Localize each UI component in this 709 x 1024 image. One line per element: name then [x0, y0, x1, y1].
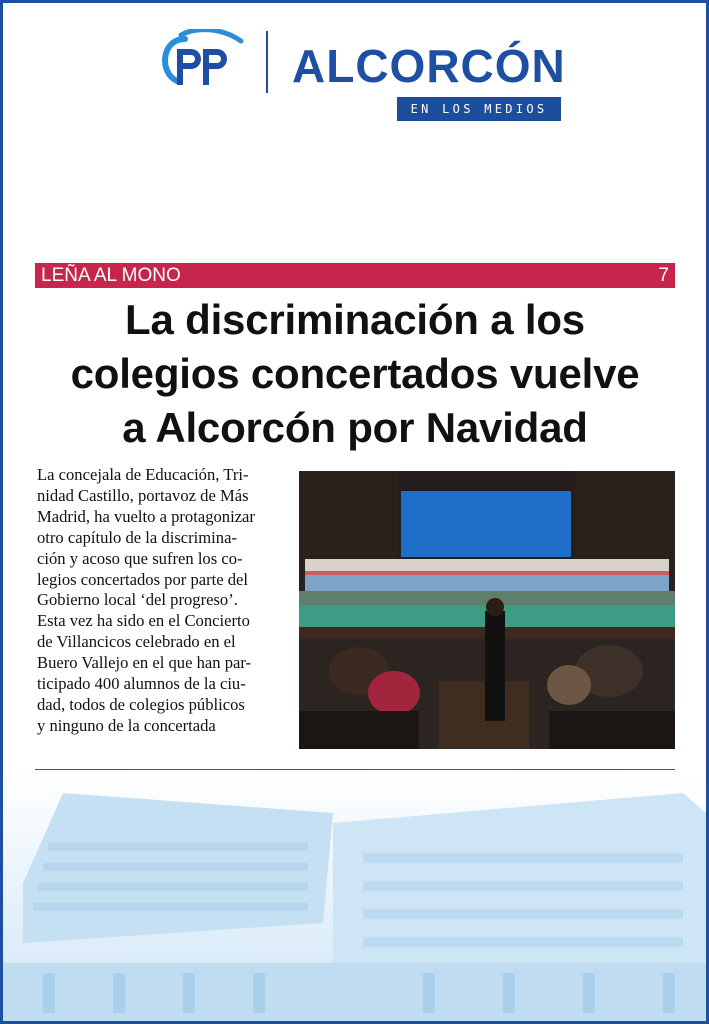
article-body — [37, 465, 283, 737]
logo-divider — [266, 31, 268, 93]
body-line: Gobierno local ‘del progreso’. — [37, 590, 238, 610]
body-line: Buero Vallejo en el que han par- — [37, 653, 252, 673]
section-bar — [35, 263, 675, 288]
headline-line: colegios concertados vuelve — [70, 350, 640, 397]
pp-party-logo — [155, 29, 247, 91]
body-line: otro capítulo de la discrimina- — [37, 527, 237, 547]
body-line: legios concertados por parte del — [37, 569, 249, 589]
body-line: nidad Castillo, portavoz de Más — [37, 485, 249, 505]
section-name: LEÑA AL MONO — [41, 265, 181, 286]
body-line: ción y acoso que sufren los co- — [37, 548, 243, 568]
town-hall-background-image — [3, 773, 706, 1021]
page-number: 7 — [658, 265, 669, 286]
media-tagline: EN LOS MEDIOS — [397, 97, 561, 121]
body-line: de Villancicos celebrado en el — [37, 632, 236, 652]
body-line: La concejala de Educación, Tri- — [37, 465, 249, 484]
body-line: y ninguno de la concertada — [37, 715, 216, 735]
body-line: Esta vez ha sido en el Concierto — [37, 611, 250, 631]
body-line: dad, todos de colegios públicos — [37, 694, 245, 714]
concert-photo — [299, 471, 675, 749]
city-name: ALCORCÓN — [292, 40, 566, 92]
headline-line: a Alcorcón por Navidad — [122, 404, 588, 451]
separator-line — [35, 769, 675, 770]
body-line: Madrid, ha vuelto a protagonizar — [37, 506, 255, 526]
article-headline — [23, 293, 687, 455]
body-line: ticipado 400 alumnos de la ciu- — [37, 674, 246, 694]
headline-line: La discriminación a los — [125, 296, 585, 343]
